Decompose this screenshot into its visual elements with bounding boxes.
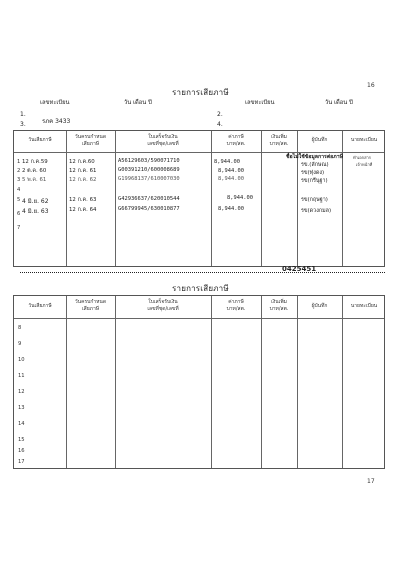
tax-cell: 8,944.00 [218, 176, 244, 182]
row-number: 1 [17, 159, 21, 165]
row-number: 2 [17, 168, 21, 174]
tax-table-top [13, 130, 385, 267]
pay-date-cell: 4 มิ.ย. 62 [22, 198, 49, 205]
receipt-cell: G19968137/610007030 [118, 176, 180, 182]
row-number: 14 [18, 421, 25, 427]
due-date-cell: 12 ก.ค. 61 [69, 168, 97, 174]
header-left-reg-label: เลขทะเบียน [40, 100, 70, 106]
page-number-bottom: 17 [367, 478, 375, 485]
receipt-cell: G66799945/630010877 [118, 206, 180, 212]
tax-table-bottom [13, 295, 385, 469]
tax-cell: 8,944.00 [218, 168, 244, 174]
due-date-cell: 12 ก.ค. 63 [69, 197, 97, 203]
row-number: 3 [17, 177, 21, 183]
row-number: 12 [18, 389, 25, 395]
section-title-bottom: รายการเสียภาษี [172, 284, 229, 293]
section-divider [20, 272, 385, 273]
reg-value-1: รภค 3433 [42, 118, 71, 125]
row-number: 17 [18, 459, 25, 465]
tax-cell: 8,944.00 [218, 206, 244, 212]
pay-date-cell: 5 พ.ค. 61 [22, 177, 47, 183]
col-header-recorder: ผู้บันทึก [311, 303, 328, 309]
page-number-top: 16 [367, 82, 375, 89]
row-number: 7 [17, 225, 21, 231]
recorder-cell: รข.(ลักษณ) [301, 162, 329, 168]
registrar-stamp-line-1: ทำเอกสาร [353, 155, 371, 160]
due-date-cell: 12 ก.ค.60 [69, 159, 95, 165]
registrar-stamp-line-2: เจ้าหน้าที่ [356, 162, 373, 167]
recorder-cell: รข(กฤษฐา) [301, 197, 328, 203]
col-header-recorder: ผู้บันทึก [311, 137, 328, 143]
pay-date-cell: 4 มิ.ย. 63 [22, 208, 49, 215]
tax-cell: 8,944.00 [214, 159, 240, 165]
col-header-registrar: นายทะเบียน [350, 303, 378, 309]
pay-date-cell: 12 ก.ค.59 [22, 159, 48, 165]
row-number: 11 [18, 373, 25, 379]
row-number: 9 [18, 341, 22, 347]
receipt-cell: G42936637/620010544 [118, 196, 180, 202]
header-right-reg-label: เลขทะเบียน [245, 100, 275, 106]
row-number: 16 [18, 448, 25, 454]
col-header-surcharge: เงินเพิ่ม บาท/สต. [269, 134, 289, 147]
serial-number: 0425451 [282, 265, 317, 273]
header-right-date-label: วัน เดือน ปี [325, 100, 353, 106]
section-title-top: รายการเสียภาษี [172, 88, 229, 97]
col-header-tax: ค่าภาษี บาท/สต. [226, 134, 246, 147]
row-number: 13 [18, 405, 25, 411]
reg-entry-2: 2. [217, 111, 223, 118]
col-header-due-date: วันครบกำหนด เสียภาษี [74, 134, 107, 147]
receipt-cell: G00391210/600008689 [118, 167, 180, 173]
recorder-cell: รข(ดวงกมล) [301, 208, 332, 214]
recorder-cell: รข(กรีนุฐา) [301, 178, 328, 184]
col-header-tax: ค่าภาษี บาท/สต. [226, 299, 246, 312]
due-date-cell: 12 ก.ค. 64 [69, 207, 97, 213]
col-header-pay-date: วันเสียภาษี [28, 303, 52, 309]
receipt-cell: A56129603/590071710 [118, 158, 180, 164]
row-number: 10 [18, 357, 25, 363]
col-header-due-date: วันครบกำหนด เสียภาษี [74, 299, 107, 312]
col-header-registrar: นายทะเบียน [350, 137, 378, 143]
header-left-date-label: วัน เดือน ปี [124, 100, 152, 106]
pay-date-cell: 2 ต.ค. 60 [22, 168, 47, 174]
col-header-pay-date: วันเสียภาษี [28, 137, 52, 143]
row-number: 8 [18, 325, 22, 331]
col-header-surcharge: เงินเพิ่ม บาท/สต. [269, 299, 289, 312]
due-date-cell: 12 ก.ค. 62 [69, 177, 97, 183]
reg-entry-4: 4. [217, 121, 223, 128]
row-number: 6 [17, 211, 21, 217]
row-number: 4 [17, 187, 21, 193]
reg-entry-1: 1. [20, 111, 26, 118]
overlay-stamp: ชื่อไม่ใช้ข้อมูลการต่อภาษี [286, 154, 344, 160]
recorder-cell: รข(ทุ่งดง) [301, 170, 325, 176]
reg-entry-3: 3. [20, 121, 26, 128]
row-number: 5 [17, 197, 21, 203]
col-header-receipt: ใบเสร็จรับเงิน เลขที่ชุด/เลขที่ [147, 134, 179, 147]
row-number: 15 [18, 437, 25, 443]
col-header-receipt: ใบเสร็จรับเงิน เลขที่ชุด/เลขที่ [147, 299, 179, 312]
tax-cell: 8,944.00 [227, 195, 253, 201]
